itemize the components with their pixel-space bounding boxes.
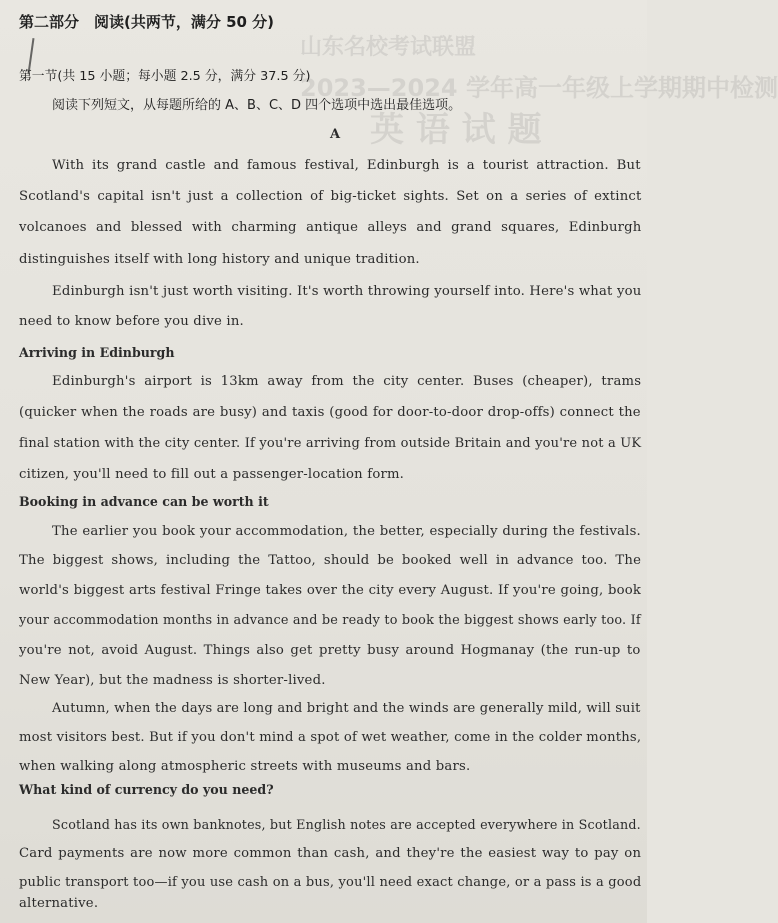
- passage-line: citizen, you'll need to fill out a passenger-location form.: [19, 467, 405, 482]
- instructions: 阅读下列短文，从每题所给的 A、B、C、D 四个选项中选出最佳选项。: [52, 98, 462, 113]
- passage-line: need to know before you dive in.: [19, 314, 244, 329]
- passage-line: The biggest shows, including the Tattoo, should be booked well in advance too. The: [19, 553, 642, 568]
- passage-line: Scotland has its own banknotes, but English notes are accepted everywhere in Scotland.: [52, 818, 641, 833]
- passage-line: Card payments are now more common than cash, and they're the easiest way to pay on: [19, 846, 642, 861]
- passage-line: world's biggest arts festival Fringe takes over the city every August. If you're going, book: [19, 583, 642, 598]
- subheading-booking: Booking in advance can be worth it: [19, 494, 269, 509]
- passage-line: alternative.: [19, 896, 99, 911]
- part-title: 第二部分 阅读(共两节，满分 50 分): [19, 13, 275, 31]
- passage-line: (quicker when the roads are busy) and taxis (good for door-to-door drop-offs) connect the: [19, 405, 641, 420]
- passage-line: New Year), but the madness is shorter-lived.: [19, 673, 326, 688]
- passage-line: your accommodation months in advance and be ready to book the biggest shows early too. If: [19, 613, 641, 628]
- passage-line: With its grand castle and famous festival, Edinburgh is a tourist attraction. But: [52, 158, 641, 173]
- passage-line: Edinburgh's airport is 13km away from the city center. Buses (cheaper), trams: [52, 374, 642, 389]
- subheading-currency: What kind of currency do you need?: [19, 782, 274, 797]
- passage-line: The earlier you book your accommodation, the better, especially during the festivals.: [52, 524, 641, 539]
- passage-line: Autumn, when the days are long and bright and the winds are generally mild, will suit: [52, 701, 641, 716]
- passage-line: Edinburgh isn't just worth visiting. It's worth throwing yourself into. Here's what you: [52, 284, 642, 299]
- subheading-arriving: Arriving in Edinburgh: [19, 345, 175, 360]
- passage-line: most visitors best. But if you don't mind a spot of wet weather, come in the colder months,: [19, 730, 642, 745]
- passage-line: public transport too—if you use cash on a bus, you'll need exact change, or a pass is a good: [19, 875, 642, 890]
- passage-line: final station with the city center. If you're arriving from outside Britain and you're not a UK: [19, 436, 642, 451]
- passage-line: Scotland's capital isn't just a collection of big-ticket sights. Set on a series of extinct: [19, 189, 642, 204]
- passage-line: you're not, avoid August. Things also get pretty busy around Hogmanay (the run-up to: [19, 643, 641, 658]
- passage-line: volcanoes and blessed with charming antique alleys and grand squares, Edinburgh: [19, 220, 642, 235]
- passage-line: distinguishes itself with long history and unique tradition.: [19, 252, 420, 267]
- section-title: 第一节(共 15 小题；每小题 2.5 分，满分 37.5 分): [19, 69, 311, 84]
- bleed-through-header-1: 山东名校考试联盟: [300, 35, 477, 60]
- bleed-through-header-3: 英 语 试 题: [370, 110, 542, 150]
- passage-label: A: [330, 127, 341, 142]
- bleed-through-header-2: 2023—2024 学年高一年级上学期期中检测: [300, 74, 778, 102]
- passage-line: when walking along atmospheric streets with museums and bars.: [19, 759, 471, 774]
